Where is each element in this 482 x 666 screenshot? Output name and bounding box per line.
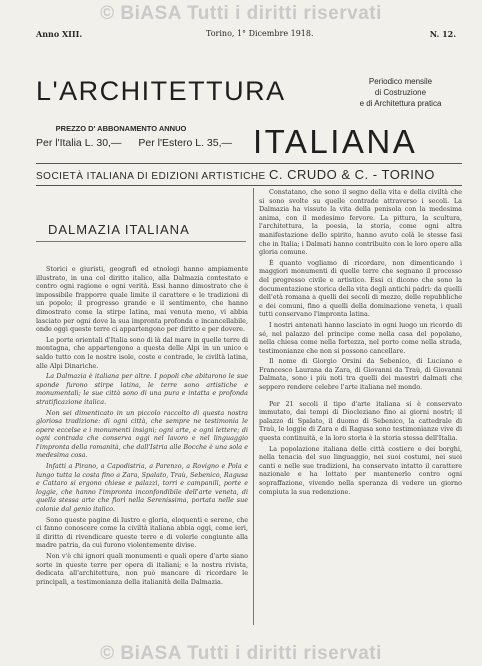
- masthead-subtitle: [333, 76, 468, 109]
- divider: [36, 163, 462, 164]
- paragraph: La popolazione italiana delle città costiere e dei borghi, nella tenacia del suo linguaggio, nei suoi costumi, nei suoi canti e nelle sue tradizioni, ha conservato intatto il carattere nazionale e ha lottato per mantenerlo contro ogni sopraffazione, vivendo nella speranza di vedere un giorno compiuta la sua redenzione.: [259, 444, 462, 496]
- subtitle-line: Periodico mensile: [368, 77, 433, 86]
- paragraph: Infatti a Pirano, a Capodistria, a Parenzo, a Rovigno e Pola e lungo tutta la costa fino a Zara, Spalato, Traù, Sebenico, Ragusa e Cattaro si ergono chiese e palazzi, torri e campanili, porte e loggie, che hanno l'impronta inconfondibile dell'arte veneta, di quella stessa arte che fiorì nella Serenissima, portata nelle sue colonie dal genio italico.: [36, 462, 248, 514]
- paragraph: Storici e giuristi, geografi ed etnologi hanno ampiamente illustrato, in una col diritto italico, alla Dalmazia contestato e contro ogni ragione e ogni verità. Essi hanno dimostrato che è impossibile frapporre quale limite il carattere e le tradizioni di un popolo; il progresso grande e il sentimento, che hanno dimostrato come la stirpe latina, mai venuta meno, vi abbia lasciato per ogni dove la sua impronta profonda e incancellabile, onde oggi queste terre ci appartengono per diritto e per dovere.: [36, 265, 248, 334]
- issue-line: [36, 29, 456, 41]
- article-title: DALMAZIA ITALIANA: [48, 222, 190, 237]
- masthead-title-top: L'ARCHITETTURA: [36, 76, 286, 106]
- divider: [36, 185, 462, 186]
- watermark-bottom: © BiASA Tutti i diritti riservati: [100, 643, 382, 664]
- volume-label: Anno XIII.: [36, 29, 83, 39]
- divider: [36, 241, 246, 242]
- column-divider: [253, 188, 254, 625]
- paragraph: Non v'è chi ignori quali monumenti e quali opere d'arte siano sorte in queste terre per opera di italiani; e la nostra rivista, dedicata all'architettura, non può mancare di ricordare le principali, a testimonianza della italianità della Dalmazia.: [36, 552, 248, 586]
- paragraph: Le porte orientali d'Italia sono di là dal mare in quelle terre di montagna, che appartengono a questa delle Alpi in un unico e saldo tutto con le nostre isole, coste e contrade, le civiltà latina, alle Alpi Dinariche.: [36, 335, 248, 370]
- price-heading: PREZZO D' ABBONAMENTO ANNUO: [55, 124, 187, 133]
- publisher-name: C. CRUDO & C. - TORINO: [269, 167, 435, 182]
- place-date: Torino, 1° Dicembre 1918.: [206, 29, 314, 38]
- paragraph: Non sei dimenticato in un piccolo raccolto di questa nostra gloriosa tradizione: di ogni città, che sempre ne testimonia le opere eccelse e i monumenti insigni; ogni arte, e ogni lettere; di ogni contrada che conserva oggi nel lavoro e nel linguaggio l'impronta della romanità, che dall'Istria alle Bocche è una sola e medesima cosa.: [36, 408, 248, 460]
- subtitle-line: e di Architettura pratica: [359, 99, 442, 108]
- paragraph: I nostri antenati hanno lasciato in ogni luogo un ricordo di sé, nel palazzo del principe come nella casa del popolano, nella chiesa come nella fortezza, nel porto come nella strada, testimonianze che non si possono cancellare.: [259, 320, 462, 355]
- issue-number: N. 12.: [429, 29, 456, 39]
- article-column-left: [36, 265, 248, 633]
- masthead-title-big: ITALIANA: [253, 123, 418, 160]
- publisher-small: SOCIETÀ ITALIANA DI EDIZIONI ARTISTICHE: [36, 171, 266, 182]
- paragraph: Sono queste pagine di lustro e gloria, eloquenti e serene, che ci fanno conoscere come la civiltà italiana abbia oggi, come ieri, il diritto di rivendicare queste terre e di volerle congiunte alla madre patria, da cui furono violentemente divise.: [36, 515, 248, 550]
- paragraph: Il nome di Giorgio Orsini da Sebenico, di Luciano e Francesco Laurana da Zara, di Giovanni da Traù, di Giovanni Dalmata, sono i più noti tra quelli dei maestri dalmati che seppero rendere celebre l'arte italiana nel mondo.: [259, 357, 462, 392]
- paragraph: È quanto vogliamo di ricordare, non dimenticando i maggiori monumenti di quelle terre che segnano il processo del progresso civile e artistico. Essi ci dicono che sono la documentazione storica della vita degli antichi padri: da quelli dell'età romana a quelli dei secoli di mezzo, delle repubbliche e dei comuni, fino a quelli della dominazione veneta, i quali tutti conservano l'impronta latina.: [259, 258, 462, 319]
- publisher-line: [36, 167, 462, 182]
- paragraph: La Dalmazia è italiana per altre. I popoli che abitarono le sue sponde furono stirpe latina, le terre sono artistiche e monumentali; le sue città sono di una pura e intatta e profonda stratificazione italica.: [36, 372, 248, 406]
- price-italy: Per l'Italia L. 30,—: [36, 137, 122, 149]
- article-column-right: [259, 188, 462, 628]
- paragraph: Constatano, che sono il segno della vita e della civiltà che si sono svolte su quelle contrade attraverso i secoli. La Dalmazia ha vissuto la vita della penisola con la medesima anima, con il medesimo fervore. La pittura, la scultura, l'architettura, la poesia, la storia, come ogni altra manifestazione dello spirito, hanno avuto colà le stesse fasi che in Italia; i Dalmati hanno contribuito con le loro opere alla gloria comune.: [259, 188, 462, 257]
- price-abroad: Per l'Estero L. 35,—: [138, 137, 233, 149]
- paragraph: Per 21 secoli il tipo d'arte italiana si è conservato immutato, dai tempi di Diocleziano fino ai giorni nostri; il palazzo di Spalato, il duomo di Sebenico, la cattedrale di Traù, le loggie di Zara e di Ragusa sono testimonianze vive di questa continuità, e la loro storia è la storia stessa dell'Italia.: [259, 399, 462, 443]
- subtitle-line: di Costruzione: [374, 88, 427, 97]
- watermark-top: © BiASA Tutti i diritti riservati: [100, 3, 382, 24]
